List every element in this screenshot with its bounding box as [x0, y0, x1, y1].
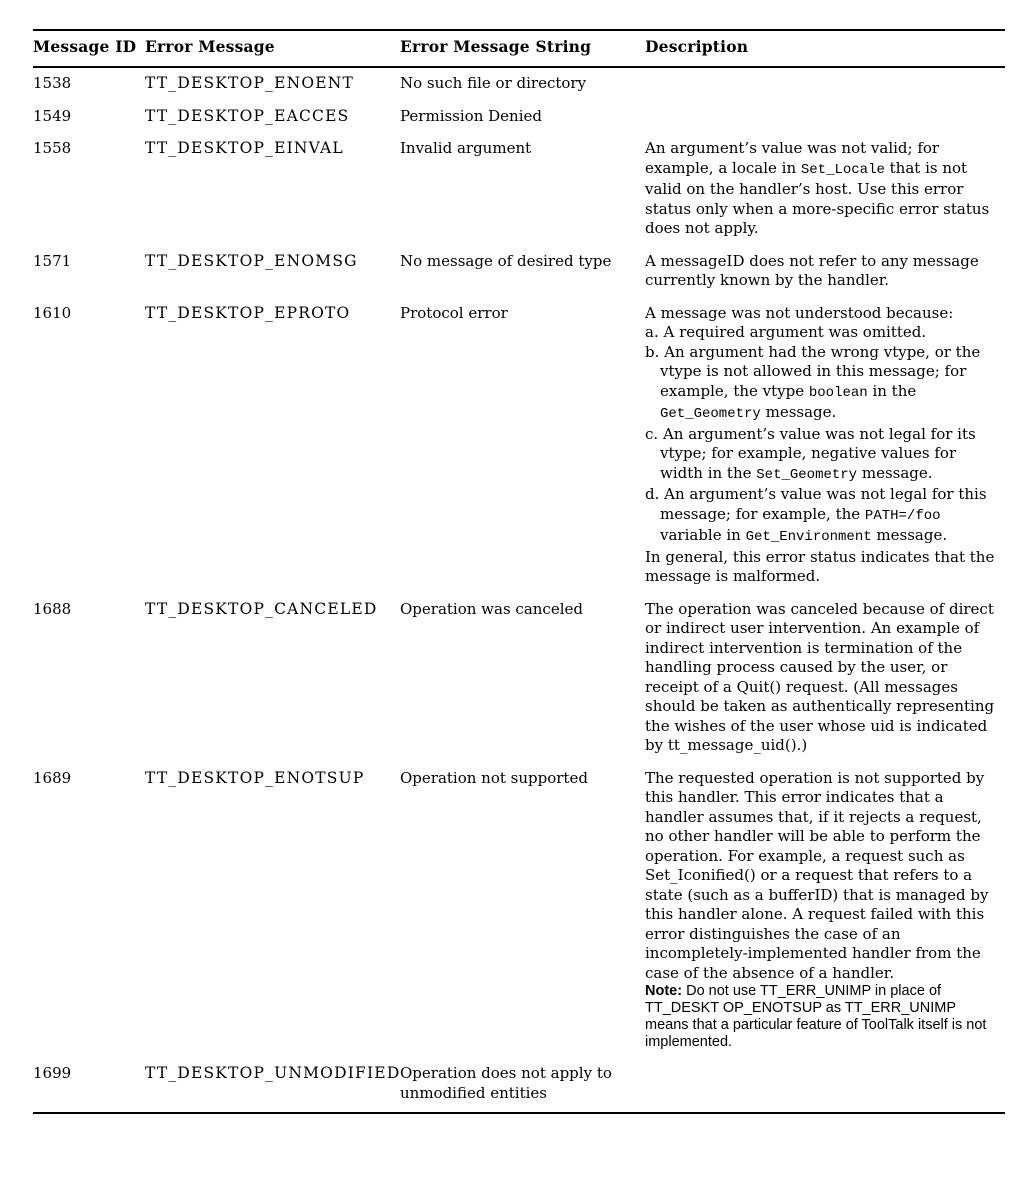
cell-message-id: 1689 [33, 768, 72, 787]
cell-description [645, 67, 1005, 94]
cell-description [645, 94, 1005, 127]
cell-error-message: TT_DESKTOP_CANCELED [145, 599, 378, 618]
cell-description [645, 239, 1005, 291]
cell-error-message-string: Permission Denied [400, 106, 542, 125]
cell-message-id: 1610 [33, 303, 72, 322]
list-item-label: d. [645, 485, 665, 503]
cell-error-message-string: No message of desired type [400, 251, 612, 270]
cell-message-id: 1538 [33, 74, 72, 92]
table-row [33, 587, 1005, 756]
description-block: b. An argument had the wrong vtype, or the vtype is not allowed in this message; for example, the vtype boolean in the Get_Geometry message. [645, 342, 981, 422]
cell-error-message: TT_DESKTOP_EINVAL [145, 139, 344, 157]
cell-error-message-string: Operation was canceled [400, 599, 583, 618]
cell-description [645, 291, 1005, 587]
table-row [33, 1051, 1005, 1113]
table-row [33, 94, 1005, 127]
description-block: The requested operation is not supported by this handler. This error indicates that a handler assumes that, if it rejects a request, no other handler will be able to perform the operation. For example, a request such as Set_Iconified() or a request that refers to a state (such as a bufferID) that is managed by this handler alone. A request failed with this error distinguishes the case of an incompletely-implemented handler from the case of the absence of a handler. [645, 768, 989, 982]
table-row [33, 126, 1005, 239]
cell-error-message: TT_DESKTOP_EACCES [145, 106, 350, 125]
cell-description [645, 587, 1005, 756]
cell-error-message: TT_DESKTOP_EPROTO [145, 303, 351, 322]
description-block: A message was not understood because: [645, 303, 954, 322]
cell-message-id: 1688 [33, 599, 72, 618]
list-item-label: a. [645, 323, 664, 341]
cell-error-message: TT_DESKTOP_ENOMSG [145, 251, 358, 270]
description-block: a. A required argument was omitted. [645, 323, 927, 341]
error-message-table [33, 29, 1005, 1114]
table-row [33, 756, 1005, 1052]
description-block: c. An argument’s value was not legal for its vtype; for example, negative values for width in the Set_Geometry message. [645, 424, 976, 483]
description-block: In general, this error status indicates that the message is malformed. [645, 547, 995, 585]
description-block: An argument’s value was not valid; for example, a locale in Set_Locale that is not valid on the handler’s host. Use this error status only when a more-specific error status does not apply. [645, 139, 990, 237]
cell-error-message: TT_DESKTOP_UNMODIFIED [145, 1064, 401, 1082]
cell-error-message-string: Operation does not apply to unmodified entities [400, 1064, 612, 1102]
cell-description [645, 126, 1005, 239]
table-row [33, 67, 1005, 94]
cell-error-message-string: Operation not supported [400, 768, 588, 787]
cell-message-id: 1558 [33, 139, 72, 157]
description-block: d. An argument’s value was not legal for this message; for example, the PATH=/foo variable in Get_Environment message. [645, 485, 987, 545]
table-header-row [33, 30, 1005, 67]
cell-error-message: TT_DESKTOP_ENOENT [145, 74, 355, 92]
cell-description [645, 1051, 1005, 1113]
cell-description [645, 756, 1005, 1052]
cell-error-message: TT_DESKTOP_ENOTSUP [145, 768, 365, 787]
description-block: Note: Do not use TT_ERR_UNIMP in place of TT_DESKT OP_ENOTSUP as TT_ERR_UNIMP means that a particular feature of ToolTalk itself is not implemented. [645, 983, 987, 1050]
description-block: The operation was canceled because of direct or indirect user intervention. An example of indirect intervention is termination of the handling process caused by the user, or receipt of a Quit() request. (All messages should be taken as authentically representing the wishes of the user whose uid is indicated by tt_message_uid().) [645, 599, 995, 754]
cell-message-id: 1571 [33, 251, 72, 270]
col-header-error-message: Error Message [145, 30, 400, 67]
description-block: A messageID does not refer to any message currently known by the handler. [645, 251, 979, 289]
cell-error-message-string: Protocol error [400, 303, 508, 322]
cell-error-message-string: No such file or directory [400, 74, 587, 92]
cell-message-id: 1699 [33, 1064, 72, 1082]
list-item-label: c. [645, 424, 663, 443]
list-item-label: b. [645, 342, 665, 361]
table-row [33, 291, 1005, 587]
table-row [33, 239, 1005, 291]
cell-error-message-string: Invalid argument [400, 139, 532, 157]
cell-message-id: 1549 [33, 106, 72, 125]
col-header-error-message-string: Error Message String [400, 30, 645, 67]
col-header-description: Description [645, 30, 1005, 67]
col-header-message-id: Message ID [33, 30, 145, 67]
